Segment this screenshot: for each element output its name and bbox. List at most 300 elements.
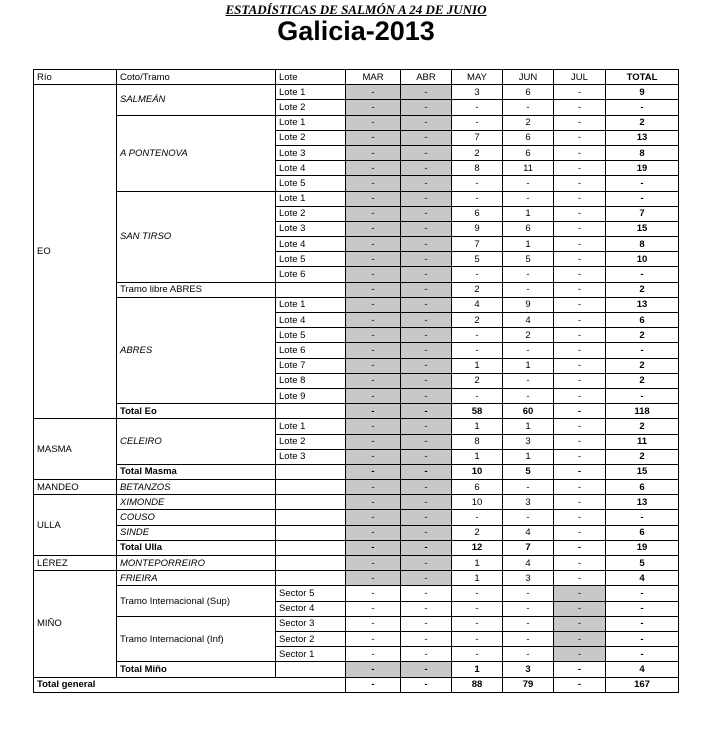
coto-name: Tramo Internacional (Sup) bbox=[117, 586, 276, 616]
value-cell: - bbox=[401, 388, 452, 403]
table-row bbox=[34, 480, 679, 495]
value-cell: 2 bbox=[503, 328, 554, 343]
value-cell: - bbox=[452, 328, 503, 343]
value-cell: 1 bbox=[452, 571, 503, 586]
value-cell: - bbox=[401, 252, 452, 267]
value-cell: - bbox=[606, 388, 679, 403]
lote-name: Lote 5 bbox=[276, 328, 346, 343]
value-cell: - bbox=[554, 191, 606, 206]
value-cell: 79 bbox=[503, 677, 554, 692]
value-cell: - bbox=[452, 191, 503, 206]
value-cell: - bbox=[401, 176, 452, 191]
value-cell: - bbox=[452, 267, 503, 282]
value-cell: - bbox=[401, 267, 452, 282]
value-cell: - bbox=[554, 297, 606, 312]
value-cell: 2 bbox=[606, 358, 679, 373]
value-cell: - bbox=[346, 388, 401, 403]
value-cell: - bbox=[401, 343, 452, 358]
value-cell: - bbox=[554, 313, 606, 328]
value-cell: 60 bbox=[503, 404, 554, 419]
value-cell: - bbox=[554, 419, 606, 434]
value-cell: - bbox=[503, 601, 554, 616]
value-cell: 9 bbox=[606, 85, 679, 100]
value-cell: - bbox=[346, 677, 401, 692]
value-cell: 5 bbox=[503, 252, 554, 267]
lote-name bbox=[276, 282, 346, 297]
value-cell: - bbox=[401, 328, 452, 343]
value-cell: - bbox=[401, 100, 452, 115]
value-cell: - bbox=[554, 85, 606, 100]
lote-name: Lote 3 bbox=[276, 145, 346, 160]
value-cell: - bbox=[346, 161, 401, 176]
value-cell: - bbox=[401, 161, 452, 176]
value-cell: 2 bbox=[606, 373, 679, 388]
value-cell: - bbox=[401, 540, 452, 555]
value-cell: 4 bbox=[606, 571, 679, 586]
value-cell: - bbox=[452, 616, 503, 631]
river-total-label: Total Eo bbox=[117, 404, 276, 419]
value-cell: - bbox=[554, 206, 606, 221]
value-cell: - bbox=[554, 176, 606, 191]
value-cell: 6 bbox=[503, 145, 554, 160]
value-cell: - bbox=[401, 313, 452, 328]
value-cell: 2 bbox=[452, 373, 503, 388]
table-row bbox=[34, 464, 679, 479]
value-cell: - bbox=[401, 130, 452, 145]
value-cell: 2 bbox=[606, 328, 679, 343]
table-row bbox=[34, 525, 679, 540]
column-header: Coto/Tramo bbox=[117, 70, 276, 85]
value-cell: 15 bbox=[606, 221, 679, 236]
value-cell: - bbox=[401, 586, 452, 601]
value-cell: 6 bbox=[503, 130, 554, 145]
lote-name: Lote 9 bbox=[276, 388, 346, 403]
value-cell: 2 bbox=[606, 449, 679, 464]
value-cell: - bbox=[401, 449, 452, 464]
value-cell: 10 bbox=[452, 464, 503, 479]
value-cell: 2 bbox=[606, 419, 679, 434]
value-cell: 11 bbox=[606, 434, 679, 449]
value-cell: - bbox=[554, 252, 606, 267]
lote-name: Lote 5 bbox=[276, 252, 346, 267]
lote-name: Lote 7 bbox=[276, 358, 346, 373]
column-header: Lote bbox=[276, 70, 346, 85]
value-cell: - bbox=[452, 510, 503, 525]
value-cell: - bbox=[346, 404, 401, 419]
value-cell: - bbox=[503, 510, 554, 525]
value-cell: 2 bbox=[606, 282, 679, 297]
value-cell: - bbox=[401, 145, 452, 160]
value-cell: - bbox=[401, 358, 452, 373]
value-cell: - bbox=[452, 115, 503, 130]
lote-name: Lote 4 bbox=[276, 237, 346, 252]
coto-name: SAN TIRSO bbox=[117, 191, 276, 282]
value-cell: - bbox=[346, 85, 401, 100]
value-cell: - bbox=[606, 601, 679, 616]
value-cell: - bbox=[346, 571, 401, 586]
value-cell: - bbox=[346, 540, 401, 555]
value-cell: - bbox=[346, 464, 401, 479]
value-cell: - bbox=[346, 267, 401, 282]
table-row bbox=[34, 282, 679, 297]
value-cell: 2 bbox=[452, 145, 503, 160]
value-cell: 3 bbox=[503, 495, 554, 510]
value-cell: - bbox=[606, 100, 679, 115]
value-cell: 13 bbox=[606, 495, 679, 510]
lote-name: Lote 4 bbox=[276, 313, 346, 328]
value-cell: - bbox=[606, 586, 679, 601]
value-cell: - bbox=[401, 464, 452, 479]
value-cell: - bbox=[554, 480, 606, 495]
value-cell: - bbox=[346, 237, 401, 252]
lote-name: Lote 4 bbox=[276, 161, 346, 176]
value-cell: 6 bbox=[503, 221, 554, 236]
lote-name bbox=[276, 571, 346, 586]
value-cell: - bbox=[346, 176, 401, 191]
value-cell: - bbox=[554, 662, 606, 677]
value-cell: 3 bbox=[503, 571, 554, 586]
table-row bbox=[34, 495, 679, 510]
value-cell: 15 bbox=[606, 464, 679, 479]
value-cell: - bbox=[346, 373, 401, 388]
value-cell: - bbox=[346, 145, 401, 160]
value-cell: - bbox=[554, 282, 606, 297]
lote-name: Lote 6 bbox=[276, 267, 346, 282]
lote-name bbox=[276, 510, 346, 525]
value-cell: - bbox=[503, 373, 554, 388]
value-cell: 5 bbox=[452, 252, 503, 267]
value-cell: 2 bbox=[452, 282, 503, 297]
document-heading: ESTADÍSTICAS DE SALMÓN A 24 DE JUNIO bbox=[225, 2, 487, 17]
value-cell: - bbox=[554, 388, 606, 403]
value-cell: 5 bbox=[606, 556, 679, 571]
value-cell: - bbox=[554, 525, 606, 540]
value-cell: 6 bbox=[503, 85, 554, 100]
lote-name: Lote 1 bbox=[276, 297, 346, 312]
value-cell: - bbox=[503, 343, 554, 358]
value-cell: - bbox=[606, 631, 679, 646]
value-cell: - bbox=[554, 358, 606, 373]
value-cell: 1 bbox=[503, 237, 554, 252]
lote-name: Lote 8 bbox=[276, 373, 346, 388]
value-cell: 1 bbox=[452, 419, 503, 434]
value-cell: 4 bbox=[606, 662, 679, 677]
value-cell: - bbox=[554, 221, 606, 236]
value-cell: 7 bbox=[452, 237, 503, 252]
value-cell: - bbox=[503, 100, 554, 115]
table-header-row bbox=[34, 70, 679, 85]
value-cell: 5 bbox=[503, 464, 554, 479]
value-cell: - bbox=[346, 100, 401, 115]
value-cell: 7 bbox=[606, 206, 679, 221]
value-cell: 1 bbox=[503, 449, 554, 464]
value-cell: - bbox=[401, 282, 452, 297]
value-cell: 1 bbox=[503, 358, 554, 373]
value-cell: 1 bbox=[452, 358, 503, 373]
coto-name: SALMEÁN bbox=[117, 85, 276, 115]
value-cell: 6 bbox=[452, 206, 503, 221]
value-cell: 1 bbox=[503, 206, 554, 221]
value-cell: - bbox=[401, 297, 452, 312]
table-row bbox=[34, 419, 679, 434]
coto-name: MONTEPORREIRO bbox=[117, 556, 276, 571]
value-cell: - bbox=[401, 510, 452, 525]
value-cell: - bbox=[554, 616, 606, 631]
value-cell: 6 bbox=[606, 313, 679, 328]
value-cell: - bbox=[554, 404, 606, 419]
value-cell: 118 bbox=[606, 404, 679, 419]
value-cell: - bbox=[346, 601, 401, 616]
value-cell: 10 bbox=[452, 495, 503, 510]
lote-name: Sector 5 bbox=[276, 586, 346, 601]
value-cell: - bbox=[503, 267, 554, 282]
value-cell: - bbox=[346, 191, 401, 206]
value-cell: 4 bbox=[503, 556, 554, 571]
value-cell: - bbox=[346, 115, 401, 130]
table-row bbox=[34, 586, 679, 601]
salmon-statistics-table bbox=[33, 69, 679, 693]
value-cell: - bbox=[606, 176, 679, 191]
value-cell: - bbox=[346, 343, 401, 358]
river-name: EO bbox=[34, 85, 117, 419]
lote-name bbox=[276, 464, 346, 479]
value-cell: - bbox=[401, 525, 452, 540]
coto-name: A PONTENOVA bbox=[117, 115, 276, 191]
value-cell: - bbox=[554, 464, 606, 479]
lote-name: Lote 2 bbox=[276, 130, 346, 145]
value-cell: 19 bbox=[606, 161, 679, 176]
value-cell: 2 bbox=[503, 115, 554, 130]
table-row bbox=[34, 616, 679, 631]
coto-name: Tramo Internacional (Inf) bbox=[117, 616, 276, 662]
value-cell: - bbox=[346, 206, 401, 221]
value-cell: 10 bbox=[606, 252, 679, 267]
value-cell: - bbox=[401, 85, 452, 100]
lote-name: Lote 1 bbox=[276, 115, 346, 130]
value-cell: 7 bbox=[503, 540, 554, 555]
lote-name: Lote 6 bbox=[276, 343, 346, 358]
value-cell: - bbox=[346, 434, 401, 449]
lote-name: Lote 2 bbox=[276, 206, 346, 221]
lote-name: Lote 2 bbox=[276, 434, 346, 449]
value-cell: - bbox=[346, 586, 401, 601]
column-header: MAY bbox=[452, 70, 503, 85]
value-cell: - bbox=[346, 297, 401, 312]
river-total-label: Total Masma bbox=[117, 464, 276, 479]
value-cell: 6 bbox=[452, 480, 503, 495]
value-cell: - bbox=[452, 647, 503, 662]
value-cell: - bbox=[401, 434, 452, 449]
value-cell: 6 bbox=[606, 525, 679, 540]
value-cell: - bbox=[554, 100, 606, 115]
value-cell: - bbox=[554, 540, 606, 555]
value-cell: - bbox=[346, 662, 401, 677]
value-cell: - bbox=[606, 647, 679, 662]
value-cell: - bbox=[401, 191, 452, 206]
column-header: JUN bbox=[503, 70, 554, 85]
value-cell: - bbox=[554, 601, 606, 616]
river-name: MASMA bbox=[34, 419, 117, 480]
table-row bbox=[34, 556, 679, 571]
value-cell: - bbox=[401, 662, 452, 677]
value-cell: - bbox=[554, 631, 606, 646]
column-header: JUL bbox=[554, 70, 606, 85]
value-cell: 2 bbox=[606, 115, 679, 130]
value-cell: 11 bbox=[503, 161, 554, 176]
value-cell: 2 bbox=[452, 525, 503, 540]
table-row bbox=[34, 510, 679, 525]
value-cell: - bbox=[401, 404, 452, 419]
value-cell: 4 bbox=[452, 297, 503, 312]
value-cell: - bbox=[554, 237, 606, 252]
value-cell: 1 bbox=[452, 556, 503, 571]
coto-name: SINDE bbox=[117, 525, 276, 540]
value-cell: 8 bbox=[606, 145, 679, 160]
value-cell: - bbox=[452, 601, 503, 616]
lote-name: Sector 4 bbox=[276, 601, 346, 616]
value-cell: - bbox=[503, 388, 554, 403]
value-cell: - bbox=[606, 510, 679, 525]
value-cell: - bbox=[554, 343, 606, 358]
value-cell: - bbox=[554, 373, 606, 388]
table-row bbox=[34, 677, 679, 692]
value-cell: - bbox=[401, 221, 452, 236]
value-cell: - bbox=[346, 616, 401, 631]
river-name: LÉREZ bbox=[34, 556, 117, 571]
value-cell: - bbox=[503, 282, 554, 297]
table-row bbox=[34, 297, 679, 312]
river-name: MIÑO bbox=[34, 571, 117, 677]
value-cell: - bbox=[503, 191, 554, 206]
table-row bbox=[34, 404, 679, 419]
value-cell: - bbox=[503, 616, 554, 631]
lote-name: Lote 1 bbox=[276, 191, 346, 206]
value-cell: - bbox=[503, 647, 554, 662]
river-name: ULLA bbox=[34, 495, 117, 556]
lote-name: Lote 3 bbox=[276, 449, 346, 464]
value-cell: - bbox=[401, 115, 452, 130]
lote-name: Lote 5 bbox=[276, 176, 346, 191]
value-cell: - bbox=[452, 631, 503, 646]
value-cell: - bbox=[401, 647, 452, 662]
value-cell: - bbox=[503, 480, 554, 495]
coto-name: BETANZOS bbox=[117, 480, 276, 495]
total-general-label: Total general bbox=[34, 677, 346, 692]
value-cell: - bbox=[346, 647, 401, 662]
value-cell: 8 bbox=[606, 237, 679, 252]
value-cell: 4 bbox=[503, 525, 554, 540]
value-cell: - bbox=[554, 267, 606, 282]
value-cell: - bbox=[346, 358, 401, 373]
lote-name: Sector 2 bbox=[276, 631, 346, 646]
lote-name bbox=[276, 480, 346, 495]
table-row bbox=[34, 540, 679, 555]
value-cell: - bbox=[606, 343, 679, 358]
lote-name bbox=[276, 525, 346, 540]
value-cell: - bbox=[503, 586, 554, 601]
value-cell: - bbox=[346, 252, 401, 267]
lote-name: Lote 2 bbox=[276, 100, 346, 115]
coto-name: Tramo libre ABRES bbox=[117, 282, 276, 297]
value-cell: - bbox=[401, 571, 452, 586]
value-cell: - bbox=[606, 616, 679, 631]
coto-name: FRIEIRA bbox=[117, 571, 276, 586]
value-cell: - bbox=[606, 267, 679, 282]
value-cell: - bbox=[401, 556, 452, 571]
value-cell: 13 bbox=[606, 297, 679, 312]
value-cell: - bbox=[554, 495, 606, 510]
lote-name: Sector 1 bbox=[276, 647, 346, 662]
value-cell: - bbox=[346, 556, 401, 571]
value-cell: - bbox=[554, 115, 606, 130]
lote-name: Lote 1 bbox=[276, 85, 346, 100]
river-total-label: Total Ulla bbox=[117, 540, 276, 555]
value-cell: 58 bbox=[452, 404, 503, 419]
value-cell: - bbox=[554, 328, 606, 343]
lote-name: Lote 3 bbox=[276, 221, 346, 236]
document-title: Galicia-2013 bbox=[277, 16, 435, 46]
lote-name: Sector 3 bbox=[276, 616, 346, 631]
value-cell: - bbox=[346, 495, 401, 510]
value-cell: - bbox=[554, 145, 606, 160]
value-cell: - bbox=[452, 176, 503, 191]
value-cell: - bbox=[401, 237, 452, 252]
value-cell: - bbox=[346, 282, 401, 297]
value-cell: 4 bbox=[503, 313, 554, 328]
value-cell: 6 bbox=[606, 480, 679, 495]
value-cell: - bbox=[554, 571, 606, 586]
value-cell: - bbox=[401, 480, 452, 495]
value-cell: - bbox=[554, 130, 606, 145]
table-row bbox=[34, 191, 679, 206]
value-cell: - bbox=[503, 176, 554, 191]
coto-name: COUSO bbox=[117, 510, 276, 525]
value-cell: - bbox=[346, 130, 401, 145]
lote-name bbox=[276, 404, 346, 419]
river-total-label: Total Miño bbox=[117, 662, 276, 677]
value-cell: - bbox=[401, 677, 452, 692]
value-cell: 1 bbox=[503, 419, 554, 434]
value-cell: - bbox=[452, 388, 503, 403]
value-cell: - bbox=[401, 616, 452, 631]
column-header: Río bbox=[34, 70, 117, 85]
value-cell: - bbox=[452, 586, 503, 601]
value-cell: 9 bbox=[503, 297, 554, 312]
value-cell: 1 bbox=[452, 449, 503, 464]
value-cell: 8 bbox=[452, 161, 503, 176]
column-header: TOTAL bbox=[606, 70, 679, 85]
table-row bbox=[34, 115, 679, 130]
value-cell: - bbox=[401, 419, 452, 434]
value-cell: - bbox=[606, 191, 679, 206]
value-cell: 1 bbox=[452, 662, 503, 677]
coto-name: CELEIRO bbox=[117, 419, 276, 465]
table-row bbox=[34, 85, 679, 100]
value-cell: 3 bbox=[503, 434, 554, 449]
lote-name bbox=[276, 662, 346, 677]
value-cell: - bbox=[452, 343, 503, 358]
lote-name: Lote 1 bbox=[276, 419, 346, 434]
value-cell: 3 bbox=[503, 662, 554, 677]
column-header: ABR bbox=[401, 70, 452, 85]
value-cell: - bbox=[346, 449, 401, 464]
table-row bbox=[34, 662, 679, 677]
value-cell: - bbox=[401, 631, 452, 646]
value-cell: 167 bbox=[606, 677, 679, 692]
value-cell: 7 bbox=[452, 130, 503, 145]
value-cell: - bbox=[401, 206, 452, 221]
value-cell: - bbox=[554, 586, 606, 601]
